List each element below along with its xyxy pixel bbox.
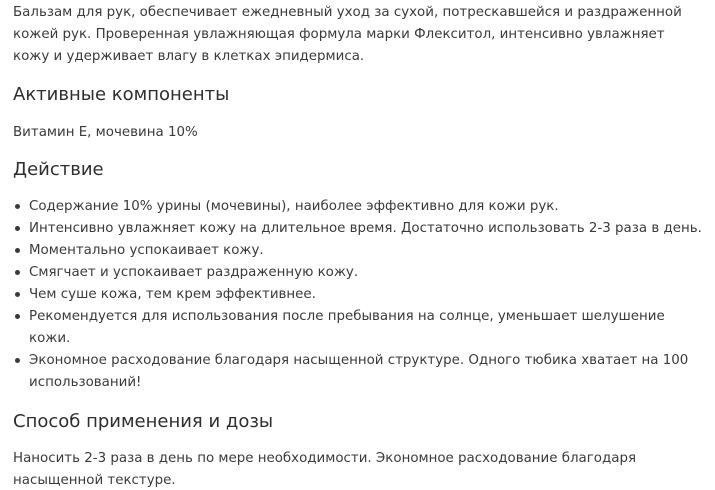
intro-paragraph: Бальзам для рук, обеспечивает ежедневный уход за сухой, потрескавшейся и раздраженной кожей рук. Проверенная увлажняющая формула марки Флекситол, интенсивно увлажняет кожу и удерживает влагу в клетках эпидермиса. bbox=[13, 5, 682, 64]
list-item-text: Содержание 10% урины (мочевины), наиболее эффективно для кожи рук. bbox=[29, 199, 559, 214]
list-item-text: Чем суше кожа, тем крем эффективнее. bbox=[29, 287, 316, 302]
list-item bbox=[13, 350, 705, 394]
bullet-icon bbox=[15, 314, 20, 319]
list-item bbox=[13, 306, 705, 350]
method-text: Наносить 2-3 раза в день по мере необходимости. Экономное расходование благодаря насыщенной текстуре. bbox=[13, 451, 637, 488]
method-heading: Способ применения и дозы bbox=[13, 411, 274, 432]
bullet-icon bbox=[15, 248, 20, 253]
bullet-icon bbox=[15, 270, 20, 275]
list-item bbox=[13, 196, 705, 218]
components-text: Витамин Е, мочевина 10% bbox=[13, 125, 198, 140]
list-item bbox=[13, 284, 705, 306]
bullet-icon bbox=[15, 292, 20, 297]
bullet-icon bbox=[15, 226, 20, 231]
bullet-icon bbox=[15, 204, 20, 209]
bullet-icon bbox=[15, 358, 20, 363]
list-item-text: Экономное расходование благодаря насыщенной структуре. Одного тюбика хватает на 100 использований! bbox=[29, 353, 689, 390]
list-item-text: Моментально успокаивает кожу. bbox=[29, 243, 264, 258]
list-item-text: Рекомендуется для использования после пребывания на солнце, уменьшает шелушение кожи. bbox=[29, 309, 665, 346]
action-list bbox=[13, 196, 705, 394]
components-heading: Активные компоненты bbox=[13, 84, 230, 105]
list-item bbox=[13, 240, 705, 262]
list-item-text: Смягчает и успокаивает раздраженную кожу. bbox=[29, 265, 359, 280]
list-item bbox=[13, 262, 705, 284]
list-item bbox=[13, 218, 705, 240]
list-item-text: Интенсивно увлажняет кожу на длительное время. Достаточно использовать 2-3 раза в день. bbox=[29, 221, 702, 236]
action-heading: Действие bbox=[13, 159, 104, 180]
